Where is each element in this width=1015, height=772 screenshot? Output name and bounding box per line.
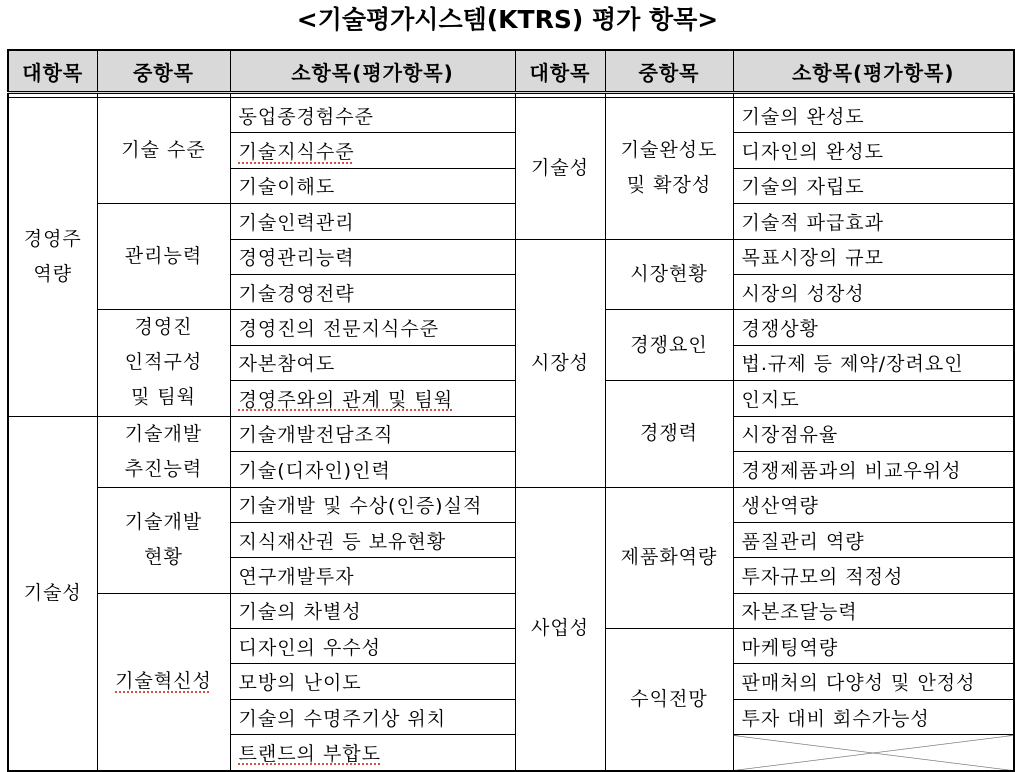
right-item: 기술의 완성도	[733, 98, 1014, 133]
left-item: 기술경영전략	[230, 274, 515, 309]
right-mid1-line2: 및 확장성	[626, 174, 712, 197]
left-major-tech: 기술성	[8, 416, 97, 771]
left-item: 기술개발 및 수상(인증)실적	[230, 487, 515, 522]
right-item: 기술적 파급효과	[733, 204, 1014, 239]
right-item: 투자 대비 회수가능성	[733, 699, 1014, 734]
left-item: 동업종경험수준	[230, 98, 515, 133]
header-major-left: 대항목	[8, 50, 97, 93]
left-major1-line1: 경영주	[23, 227, 82, 250]
left-item: 경영관리능력	[230, 239, 515, 274]
right-item: 경쟁제품과의 비교우위성	[733, 452, 1014, 488]
left-item: 기술의 수명주기상 위치	[230, 699, 515, 734]
right-major-business: 사업성	[515, 487, 605, 771]
evaluation-table	[7, 49, 1015, 772]
left-item: 경영진의 전문지식수준	[230, 310, 515, 345]
right-item: 경쟁상황	[733, 310, 1014, 345]
right-item: 목표시장의 규모	[733, 239, 1014, 274]
right-major-tech: 기술성	[515, 98, 605, 240]
left-mid4-line1: 기술개발	[124, 422, 203, 445]
right-mid1-line1: 기술완성도	[620, 139, 718, 162]
header-mid-right: 중항목	[605, 50, 733, 93]
left-mid5-line2: 현황	[144, 546, 183, 569]
right-item: 시장의 성장성	[733, 274, 1014, 309]
left-item: 기술이해도	[230, 168, 515, 203]
left-mid-tech-level: 기술 수준	[97, 98, 230, 204]
left-item	[230, 133, 515, 168]
left-item-text: 트랜드의 부합도	[238, 742, 382, 765]
header-row	[8, 50, 1014, 93]
left-mid-management: 관리능력	[97, 204, 230, 310]
left-mid-rnd-capability	[97, 416, 230, 487]
left-mid4-line2: 추진능력	[124, 457, 203, 480]
right-mid-competitiveness: 경쟁력	[605, 381, 733, 487]
right-item: 인지도	[733, 381, 1014, 416]
left-major1-line2: 역량	[33, 262, 73, 285]
left-mid3-line3: 및 팀웍	[130, 386, 197, 409]
right-mid-productization: 제품화역량	[605, 487, 733, 629]
left-mid3-line1: 경영진	[134, 316, 193, 339]
right-mid-profit-outlook: 수익전망	[605, 629, 733, 771]
right-item: 디자인의 완성도	[733, 133, 1014, 168]
right-mid-competition-factor: 경쟁요인	[605, 310, 733, 381]
right-item: 법.규제 등 제약/장려요인	[733, 345, 1014, 380]
right-mid-market-status: 시장현황	[605, 239, 733, 310]
left-mid6-text: 기술혁신성	[115, 670, 212, 693]
left-mid5-line1: 기술개발	[124, 511, 203, 534]
right-major-market: 시장성	[515, 239, 605, 487]
left-mid3-line2: 인적구성	[124, 351, 203, 374]
left-mid-rnd-status	[97, 487, 230, 593]
left-item	[230, 381, 515, 416]
left-item: 자본참여도	[230, 345, 515, 380]
header-major-right: 대항목	[515, 50, 605, 93]
right-item: 기술의 자립도	[733, 168, 1014, 203]
right-item: 시장점유율	[733, 416, 1014, 452]
left-item: 지식재산권 등 보유현황	[230, 522, 515, 557]
right-item: 자본조달능력	[733, 593, 1014, 628]
left-item: 기술인력관리	[230, 204, 515, 239]
left-item: 모방의 난이도	[230, 664, 515, 699]
left-item: 연구개발투자	[230, 558, 515, 593]
right-item: 마케팅역량	[733, 629, 1014, 664]
left-item: 기술개발전담조직	[230, 416, 515, 452]
left-item: 기술(디자인)인력	[230, 452, 515, 488]
left-item-text: 경영주와의 관계 및 팀웍	[238, 388, 454, 411]
header-mid-left: 중항목	[97, 50, 230, 93]
left-item: 디자인의 우수성	[230, 629, 515, 664]
left-item: 기술의 차별성	[230, 593, 515, 628]
left-item-text: 기술지식수준	[238, 141, 355, 164]
empty-diagonal-cell	[733, 735, 1014, 771]
header-minor-left: 소항목(평가항목)	[230, 50, 515, 93]
right-item: 판매처의 다양성 및 안정성	[733, 664, 1014, 699]
right-mid-completion	[605, 98, 733, 240]
left-mid-team	[97, 310, 230, 416]
title-text: <기술평가시스템(KTRS) 평가 항목>	[296, 5, 719, 34]
right-item: 투자규모의 적정성	[733, 558, 1014, 593]
page-title	[0, 0, 1015, 44]
left-mid-innovation	[97, 593, 230, 770]
header-minor-right: 소항목(평가항목)	[733, 50, 1014, 93]
left-major-management	[8, 98, 97, 417]
right-item: 생산역량	[733, 487, 1014, 522]
left-item	[230, 735, 515, 771]
right-item: 품질관리 역량	[733, 522, 1014, 557]
